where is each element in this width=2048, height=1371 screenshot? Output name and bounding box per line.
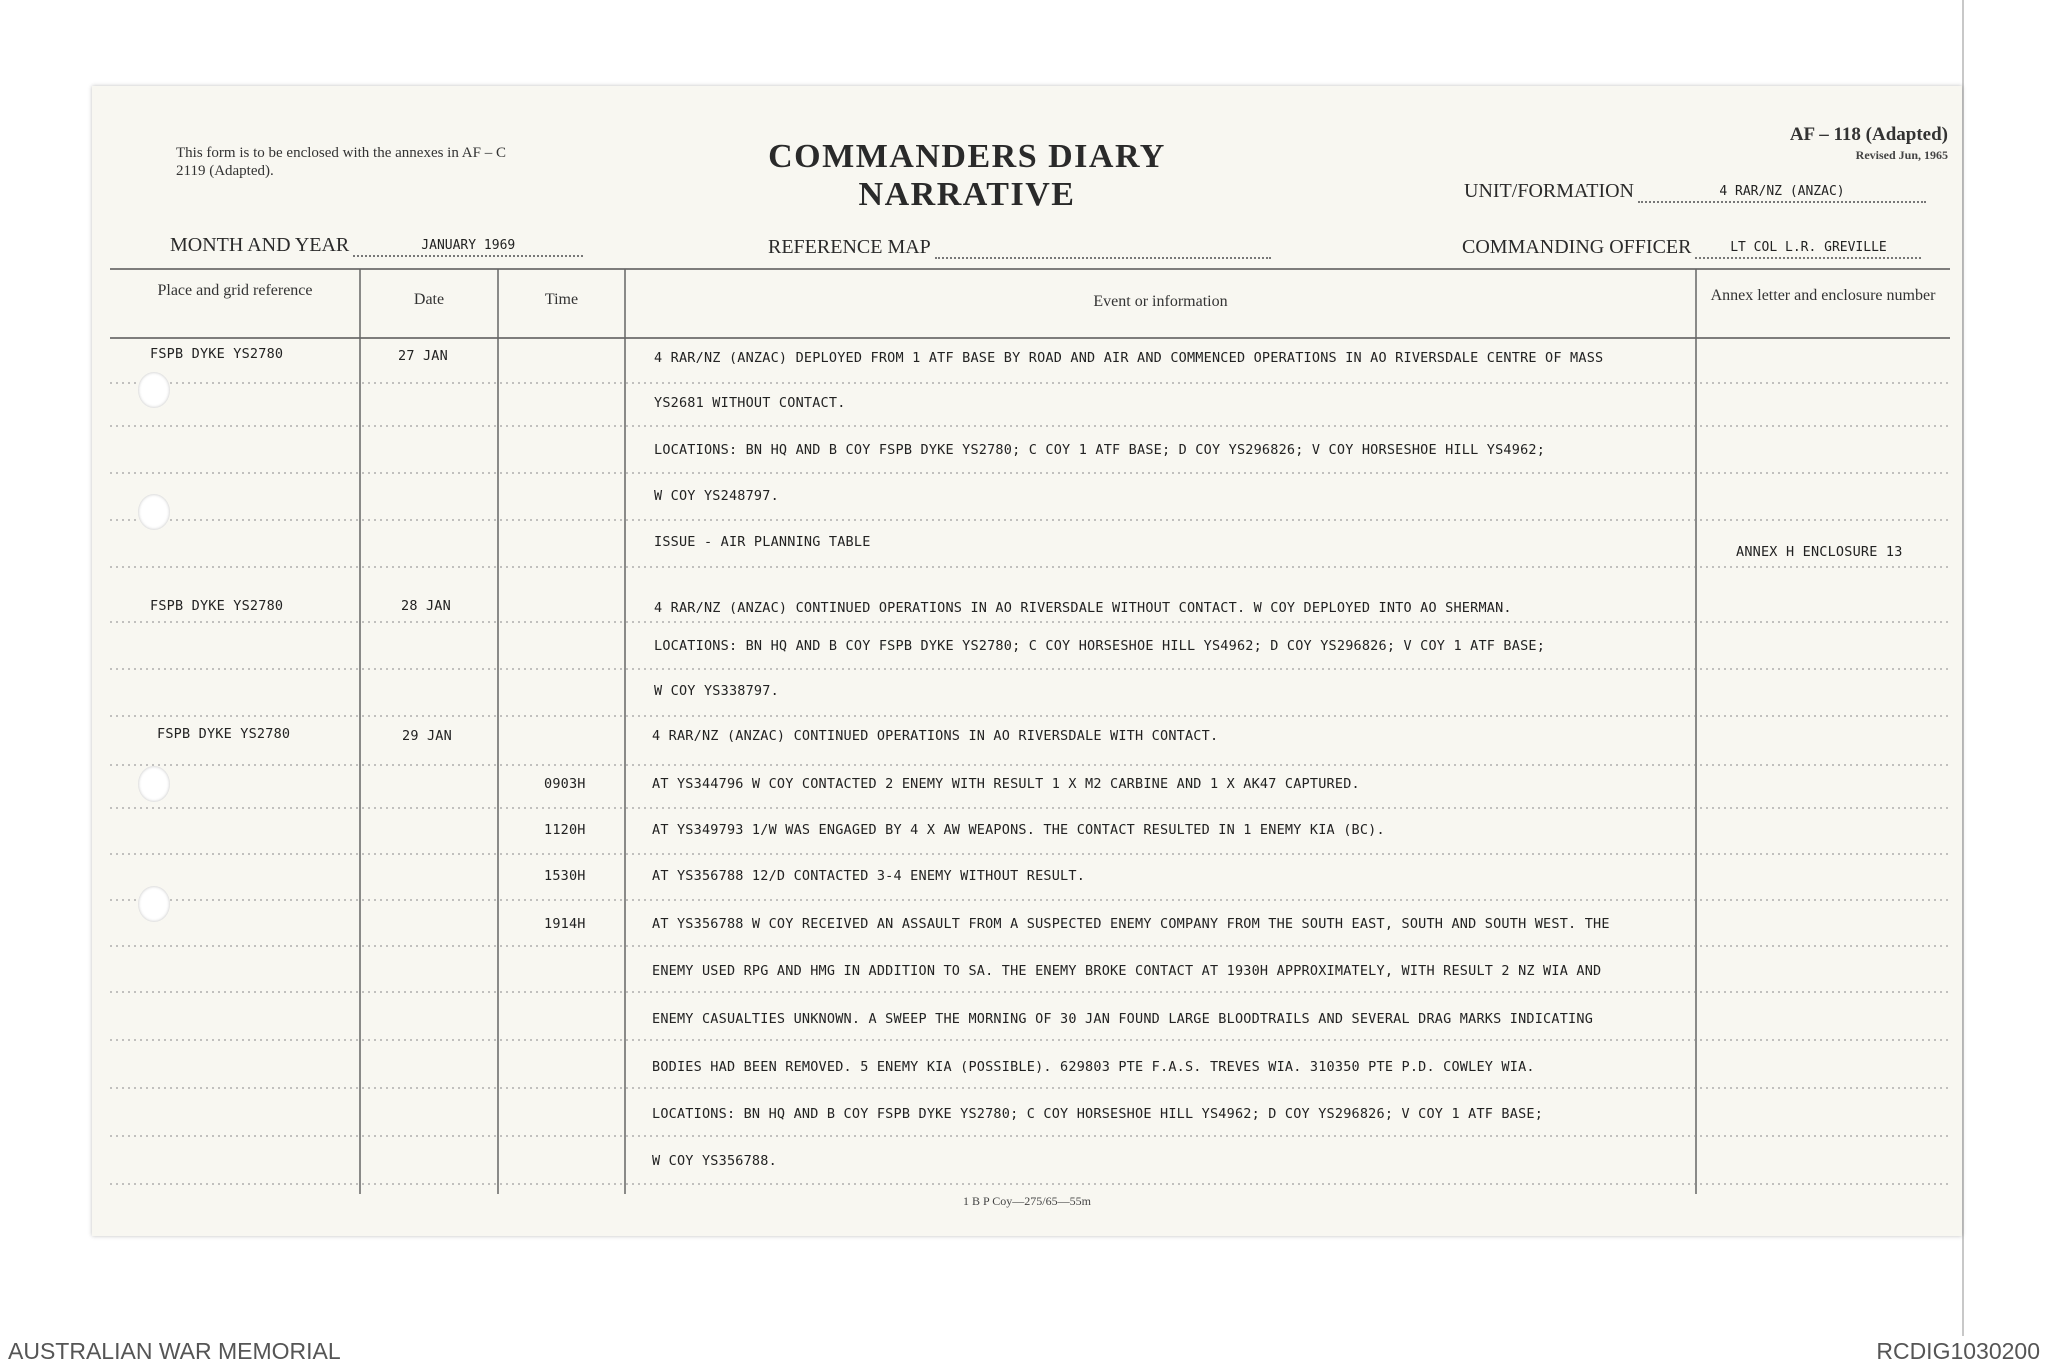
row-event: W COY YS248797. <box>654 488 779 504</box>
row-date: 29 JAN <box>402 728 452 744</box>
reference-map-label: REFERENCE MAP <box>768 236 931 258</box>
row-event: W COY YS338797. <box>654 683 779 699</box>
month-year-value: JANUARY 1969 <box>421 238 516 253</box>
month-year-label: MONTH AND YEAR <box>170 234 350 256</box>
row-event: W COY YS356788. <box>652 1153 777 1169</box>
form-instruction-note: This form is to be enclosed with the annexes in AF – C 2119 (Adapted). <box>176 145 506 179</box>
row-time: 1530H <box>544 868 586 884</box>
header-time: Time <box>544 291 579 308</box>
row-event: BODIES HAD BEEN REMOVED. 5 ENEMY KIA (POSSIBLE). 629803 PTE F.A.S. TREVES WIA. 310350 PTE P.D. COWLEY WIA. <box>652 1059 1535 1075</box>
row-place: FSPB DYKE YS2780 <box>150 598 284 614</box>
commanding-officer-label: COMMANDING OFFICER <box>1462 236 1692 258</box>
row-place: FSPB DYKE YS2780 <box>150 346 284 362</box>
row-event: YS2681 WITHOUT CONTACT. <box>654 395 846 411</box>
right-margin-bar <box>1962 0 2048 1336</box>
row-event: AT YS349793 1/W WAS ENGAGED BY 4 X AW WEAPONS. THE CONTACT RESULTED IN 1 ENEMY KIA (BC). <box>652 822 1385 838</box>
archive-record-id: RCDIG1030200 <box>1876 1338 2040 1364</box>
row-event: 4 RAR/NZ (ANZAC) DEPLOYED FROM 1 ATF BASE BY ROAD AND AIR AND COMMENCED OPERATIONS IN AO RIVERSDALE CENTRE OF MASS <box>654 350 1604 366</box>
form-title: COMMANDERS DIARY NARRATIVE <box>768 138 1166 213</box>
row-date: 28 JAN <box>401 598 451 614</box>
row-time: 0903H <box>544 776 586 792</box>
header-event: Event or information <box>1093 293 1228 310</box>
row-event: AT YS356788 12/D CONTACTED 3-4 ENEMY WITHOUT RESULT. <box>652 868 1086 884</box>
row-place: FSPB DYKE YS2780 <box>157 726 291 742</box>
archive-source-label: AUSTRALIAN WAR MEMORIAL <box>8 1338 341 1364</box>
row-event: LOCATIONS: BN HQ AND B COY FSPB DYKE YS2780; C COY 1 ATF BASE; D COY YS296826; V COY HORSESHOE HILL YS4962; <box>654 442 1546 458</box>
row-time: 1914H <box>544 916 586 932</box>
row-event: LOCATIONS: BN HQ AND B COY FSPB DYKE YS2780; C COY HORSESHOE HILL YS4962; D COY YS296826; V COY 1 ATF BASE; <box>652 1106 1544 1122</box>
row-annex: ANNEX H ENCLOSURE 13 <box>1736 544 1903 560</box>
punch-hole <box>138 494 170 530</box>
row-event: LOCATIONS: BN HQ AND B COY FSPB DYKE YS2780; C COY HORSESHOE HILL YS4962; D COY YS296826; V COY 1 ATF BASE; <box>654 638 1546 654</box>
unit-formation-label: UNIT/FORMATION <box>1464 180 1634 202</box>
row-event: 4 RAR/NZ (ANZAC) CONTINUED OPERATIONS IN AO RIVERSDALE WITHOUT CONTACT. W COY DEPLOYED INTO AO SHERMAN. <box>654 600 1512 616</box>
row-event: AT YS344796 W COY CONTACTED 2 ENEMY WITH RESULT 1 X M2 CARBINE AND 1 X AK47 CAPTURED. <box>652 776 1360 792</box>
header-date: Date <box>413 291 445 308</box>
punch-hole <box>138 372 170 408</box>
commanding-officer-value: LT COL L.R. GREVILLE <box>1730 240 1887 255</box>
row-event: ISSUE - AIR PLANNING TABLE <box>654 534 871 550</box>
row-event: 4 RAR/NZ (ANZAC) CONTINUED OPERATIONS IN AO RIVERSDALE WITH CONTACT. <box>652 728 1219 744</box>
row-time: 1120H <box>544 822 586 838</box>
row-date: 27 JAN <box>398 348 448 364</box>
row-event: AT YS356788 W COY RECEIVED AN ASSAULT FROM A SUSPECTED ENEMY COMPANY FROM THE SOUTH EAST, SOUTH AND SOUTH WEST. THE <box>652 916 1610 932</box>
row-event: ENEMY CASUALTIES UNKNOWN. A SWEEP THE MORNING OF 30 JAN FOUND LARGE BLOODTRAILS AND SEVERAL DRAG MARKS INDICATING <box>652 1011 1594 1027</box>
printer-imprint: 1 B P Coy—275/65—55m <box>963 1194 1091 1208</box>
row-event: ENEMY USED RPG AND HMG IN ADDITION TO SA. THE ENEMY BROKE CONTACT AT 1930H APPROXIMATELY, WITH RESULT 2 NZ WIA AND <box>652 963 1602 979</box>
form-number: AF – 118 (Adapted) <box>1789 124 1948 145</box>
diary-form-sheet <box>92 86 1962 1236</box>
punch-hole <box>138 766 170 802</box>
punch-hole <box>138 886 170 922</box>
unit-formation-value: 4 RAR/NZ (ANZAC) <box>1719 184 1845 199</box>
header-place: Place and grid reference <box>157 282 313 299</box>
header-annex: Annex letter and enclosure number <box>1710 287 1936 304</box>
form-revision-date: Revised Jun, 1965 <box>1855 148 1948 162</box>
